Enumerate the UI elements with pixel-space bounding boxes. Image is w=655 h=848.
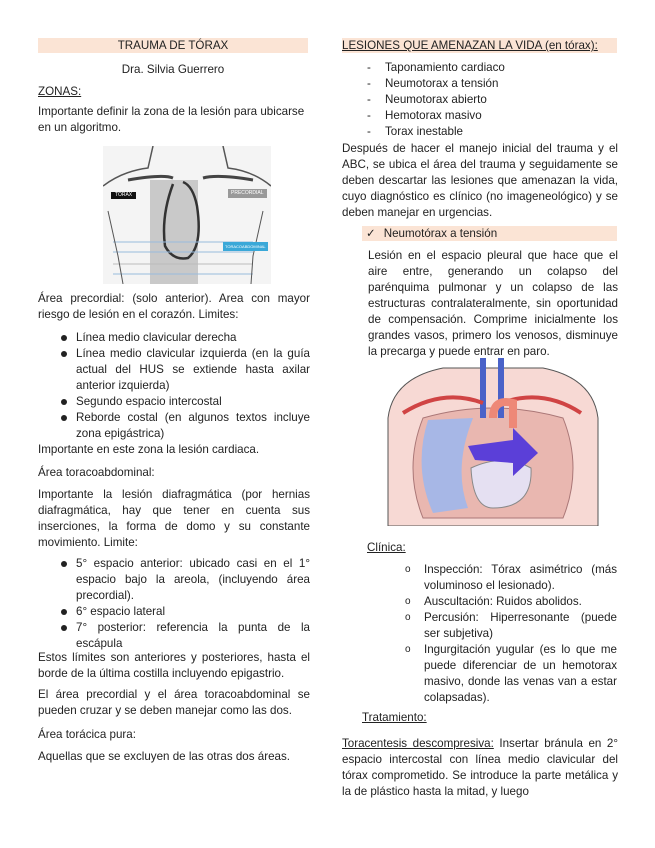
after-paragraph: Después de hacer el manejo inicial del trauma y el ABC, se ubica el área del trauma y seguidamente se deben descartar las lesiones que amenazan la vida, cuyo diagnóstico es clínico (no imageneológico) y se deben manejar en urgencias. <box>342 142 618 219</box>
pura-heading: Área torácica pura: <box>38 728 136 741</box>
zonas-heading: ZONAS: <box>38 85 82 98</box>
list-item: Línea medio clavicular izquierda (en la guía actual del HUS se extiende hasta axilar anterior izquierda) <box>38 346 310 394</box>
precordial-paragraph: Área precordial: (solo anterior). Area con mayor riesgo de lesión en el corazón. Limites: <box>38 292 310 321</box>
list-item: Línea medio clavicular derecha <box>38 330 310 346</box>
neumotorax-paragraph: Lesión en el espacio pleural que hace que el aire entre, generando un colapso del parénquima pulmonar y un colapso de las estructuras contralateralmente, sin oportunidad de compensación. Comprime inicialmente los grandes vasos, primero los venosos, disminuye la precarga y puede entrar en paro. <box>368 249 618 358</box>
clinica-list <box>405 562 617 706</box>
list-item: - Taponamiento cardiaco <box>342 60 617 76</box>
cross-note: El área precordial y el área toracoabdominal se pueden cruzar y se deben manejar como las dos. <box>38 688 310 717</box>
list-item: o Ingurgitación yugular (es lo que me puede diferenciar de un hemotorax masivo, donde las venas van a estar colapsadas). <box>405 642 617 706</box>
figure-label-precordial: PRECORDIAL <box>228 189 267 198</box>
toracentesis-text: Insertar bránula en 2° espacio intercostal con línea medio clavicular del tórax comprometido. Se introduce la parte metálica y la de plástico hasta la mitad, y luego <box>342 737 618 798</box>
limits-note: Estos límites son anteriores y posteriores, hasta el borde de la última costilla incluyendo epigastrio. <box>38 651 310 680</box>
document-title: TRAUMA DE TÓRAX <box>38 38 308 53</box>
neumotorax-subheading <box>362 226 617 241</box>
toracentesis-label: Toracentesis descompresiva: <box>342 737 494 750</box>
list-item: - Hemotorax masivo <box>342 108 617 124</box>
lesions-list <box>342 60 617 140</box>
check-icon: ✓ <box>366 227 376 240</box>
pura-paragraph: Aquellas que se excluyen de las otras dos áreas. <box>38 750 290 763</box>
list-item: 5° espacio anterior: ubicado casi en el 1° espacio bajo la areola, (incluyendo área precordial). <box>38 556 310 604</box>
chest-zones-figure <box>103 146 271 284</box>
precordial-limits-list <box>38 330 310 442</box>
list-item: Reborde costal (en algunos textos incluye zona epigástrica) <box>38 410 310 442</box>
cardiac-note: Importante en este zona la lesión cardiaca. <box>38 443 260 456</box>
list-item: o Percusión: Hiperresonante (puede ser subjetiva) <box>405 610 617 642</box>
toracoabdominal-limits-list <box>38 556 310 652</box>
list-item: - Neumotorax a tensión <box>342 76 617 92</box>
toracoabdominal-heading: Área toracoabdominal: <box>38 466 155 479</box>
toracoabdominal-paragraph: Importante la lesión diafragmática (por hernias diafragmática, hay que tener en cuenta sus inserciones, la forma de domo y su constante movimiento. Limite: <box>38 488 310 549</box>
list-item: o Inspección: Tórax asimétrico (más voluminoso el lesionado). <box>405 562 617 594</box>
lesions-heading: LESIONES QUE AMENAZAN LA VIDA (en tórax): <box>342 38 617 53</box>
list-item: Segundo espacio intercostal <box>38 394 310 410</box>
list-item: 6° espacio lateral <box>38 604 310 620</box>
list-item: - Neumotorax abierto <box>342 92 617 108</box>
subheading-text: Neumotórax a tensión <box>383 227 498 240</box>
intro-paragraph: Importante definir la zona de la lesión para ubicarse en un algoritmo. <box>38 105 305 134</box>
figure-label-toracoabdominal: TORACOABDOMINAL <box>225 244 266 249</box>
clinica-heading: Clínica: <box>367 541 406 554</box>
list-item: o Auscultación: Ruidos abolidos. <box>405 594 617 610</box>
list-item: 7° posterior: referencia la punta de la escápula <box>38 620 310 652</box>
tratamiento-heading: Tratamiento: <box>362 711 427 724</box>
tension-pneumothorax-figure <box>383 358 601 526</box>
author: Dra. Silvia Guerrero <box>121 63 225 76</box>
figure-label-torax: TORAX <box>111 192 136 199</box>
list-item: - Torax inestable <box>342 124 617 140</box>
toracentesis-paragraph <box>342 736 618 800</box>
